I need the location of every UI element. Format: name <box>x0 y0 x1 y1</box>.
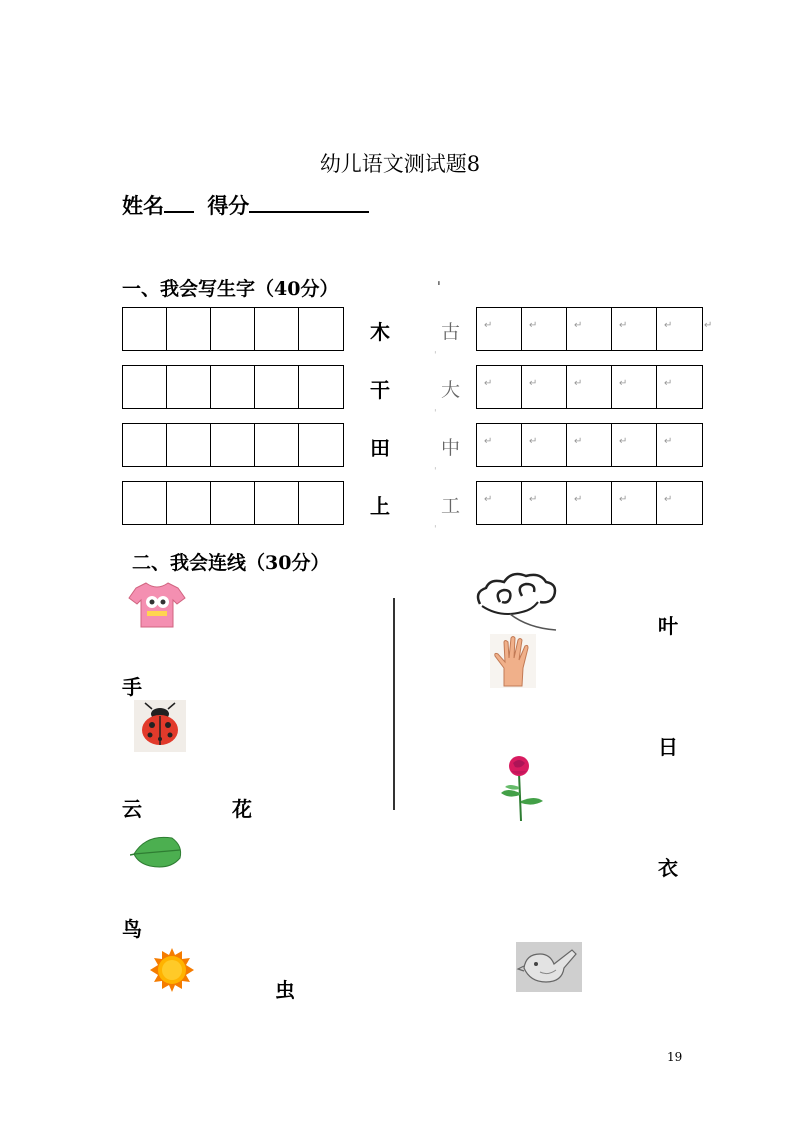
writing-cell[interactable] <box>123 308 167 350</box>
writing-cell[interactable] <box>123 424 167 466</box>
writing-cell[interactable] <box>255 424 299 466</box>
writing-cell[interactable] <box>657 366 702 408</box>
tick-mark: ˌ <box>434 461 437 471</box>
return-mark: ↵ <box>574 320 583 331</box>
writing-cell[interactable] <box>255 308 299 350</box>
writing-cell[interactable] <box>123 366 167 408</box>
row-char: 田 <box>370 436 390 460</box>
writing-cell[interactable] <box>123 482 167 524</box>
return-mark: ↵ <box>574 494 583 505</box>
writing-grid-left <box>122 423 344 467</box>
word-bird[interactable]: 鸟 <box>122 917 142 941</box>
writing-grid-left <box>122 365 344 409</box>
writing-cell[interactable] <box>211 308 255 350</box>
writing-cell[interactable] <box>522 308 567 350</box>
writing-cell[interactable] <box>522 424 567 466</box>
writing-cell[interactable] <box>612 482 657 524</box>
return-mark: ↵ <box>619 378 628 389</box>
word-hand[interactable]: 手 <box>122 675 142 699</box>
row-char-gray: 工 <box>441 495 461 517</box>
row-char: 干 <box>370 378 390 402</box>
return-mark: ↵ <box>529 320 538 331</box>
writing-cell[interactable] <box>612 424 657 466</box>
t-shirt-image[interactable] <box>128 580 186 630</box>
writing-grid-right <box>476 423 703 467</box>
writing-cell[interactable] <box>657 308 702 350</box>
hand-image[interactable] <box>490 634 536 688</box>
score-blank[interactable] <box>249 191 369 213</box>
word-clothes[interactable]: 衣 <box>658 856 678 880</box>
writing-cell[interactable] <box>612 308 657 350</box>
bird-image[interactable] <box>516 942 582 992</box>
writing-cell[interactable] <box>299 308 343 350</box>
writing-cell[interactable] <box>612 366 657 408</box>
name-score-line <box>122 190 369 220</box>
page-number: 19 <box>667 1050 683 1064</box>
section1-heading: 一、我会写生字（40分） <box>122 278 339 300</box>
return-mark: ↵ <box>664 436 673 447</box>
divider-line <box>393 598 395 810</box>
return-mark: ↵ <box>529 378 538 389</box>
writing-cell[interactable] <box>299 424 343 466</box>
writing-cell[interactable] <box>211 424 255 466</box>
writing-cell[interactable] <box>522 482 567 524</box>
tick-mark: ˌ <box>434 403 437 413</box>
return-mark: ↵ <box>574 436 583 447</box>
sun-image[interactable] <box>149 947 195 993</box>
return-mark: ↵ <box>664 494 673 505</box>
page-title: 幼儿语文测试题8 <box>319 152 481 176</box>
writing-cell[interactable] <box>211 482 255 524</box>
return-mark: ↵ <box>574 378 583 389</box>
writing-grid-right <box>476 365 703 409</box>
return-mark: ↵ <box>484 436 493 447</box>
tick-mark: ˌ <box>434 345 437 355</box>
return-mark: ↵ <box>484 494 493 505</box>
return-mark: ↵ <box>619 320 628 331</box>
writing-cell[interactable] <box>477 482 522 524</box>
writing-cell[interactable] <box>477 308 522 350</box>
writing-cell[interactable] <box>167 424 211 466</box>
row-char-gray: 古 <box>441 321 461 343</box>
row-char-gray: 中 <box>441 437 461 459</box>
leaf-image[interactable] <box>130 832 186 872</box>
writing-cell[interactable] <box>299 366 343 408</box>
writing-cell[interactable] <box>255 482 299 524</box>
section2-heading: 二、我会连线（30分） <box>132 552 330 574</box>
row-char: 上 <box>370 494 390 518</box>
writing-grid-left <box>122 307 344 351</box>
writing-cell[interactable] <box>567 424 612 466</box>
name-label: 姓名 <box>122 193 164 218</box>
writing-cell[interactable] <box>477 424 522 466</box>
word-leaf[interactable]: 叶 <box>658 614 678 638</box>
writing-cell[interactable] <box>567 366 612 408</box>
score-label: 得分 <box>207 193 250 218</box>
return-mark: ↵ <box>529 494 538 505</box>
row-char: 木 <box>370 320 390 344</box>
writing-cell[interactable] <box>567 308 612 350</box>
return-mark: ↵ <box>664 378 673 389</box>
dot-mark: ˈ <box>437 280 441 296</box>
writing-grid-right <box>476 307 703 351</box>
return-mark: ↵ <box>484 378 493 389</box>
return-mark: ↵ <box>619 494 628 505</box>
writing-cell[interactable] <box>167 482 211 524</box>
return-mark: ↵ <box>529 436 538 447</box>
word-insect[interactable]: 虫 <box>275 978 295 1002</box>
rose-image[interactable] <box>495 753 547 823</box>
return-mark: ↵ <box>664 320 673 331</box>
row-char-gray: 大 <box>441 379 461 401</box>
ladybug-image[interactable] <box>134 700 186 752</box>
writing-cell[interactable] <box>477 366 522 408</box>
writing-cell[interactable] <box>657 424 702 466</box>
writing-grid-right <box>476 481 703 525</box>
return-mark: ↵ <box>619 436 628 447</box>
writing-cell[interactable] <box>299 482 343 524</box>
word-sun[interactable]: 日 <box>658 735 678 759</box>
cloud-image[interactable] <box>470 566 562 636</box>
writing-cell[interactable] <box>211 366 255 408</box>
writing-grid-left <box>122 481 344 525</box>
writing-cell[interactable] <box>167 308 211 350</box>
writing-cell[interactable] <box>657 482 702 524</box>
word-flower[interactable]: 花 <box>232 797 252 821</box>
return-mark: ↵ <box>484 320 493 331</box>
writing-cell[interactable] <box>167 366 211 408</box>
writing-cell[interactable] <box>255 366 299 408</box>
word-cloud[interactable]: 云 <box>122 797 142 821</box>
return-mark: ↵ <box>704 320 713 331</box>
writing-cell[interactable] <box>522 366 567 408</box>
tick-mark: ˌ <box>434 519 437 529</box>
name-blank[interactable] <box>164 191 194 213</box>
writing-cell[interactable] <box>567 482 612 524</box>
